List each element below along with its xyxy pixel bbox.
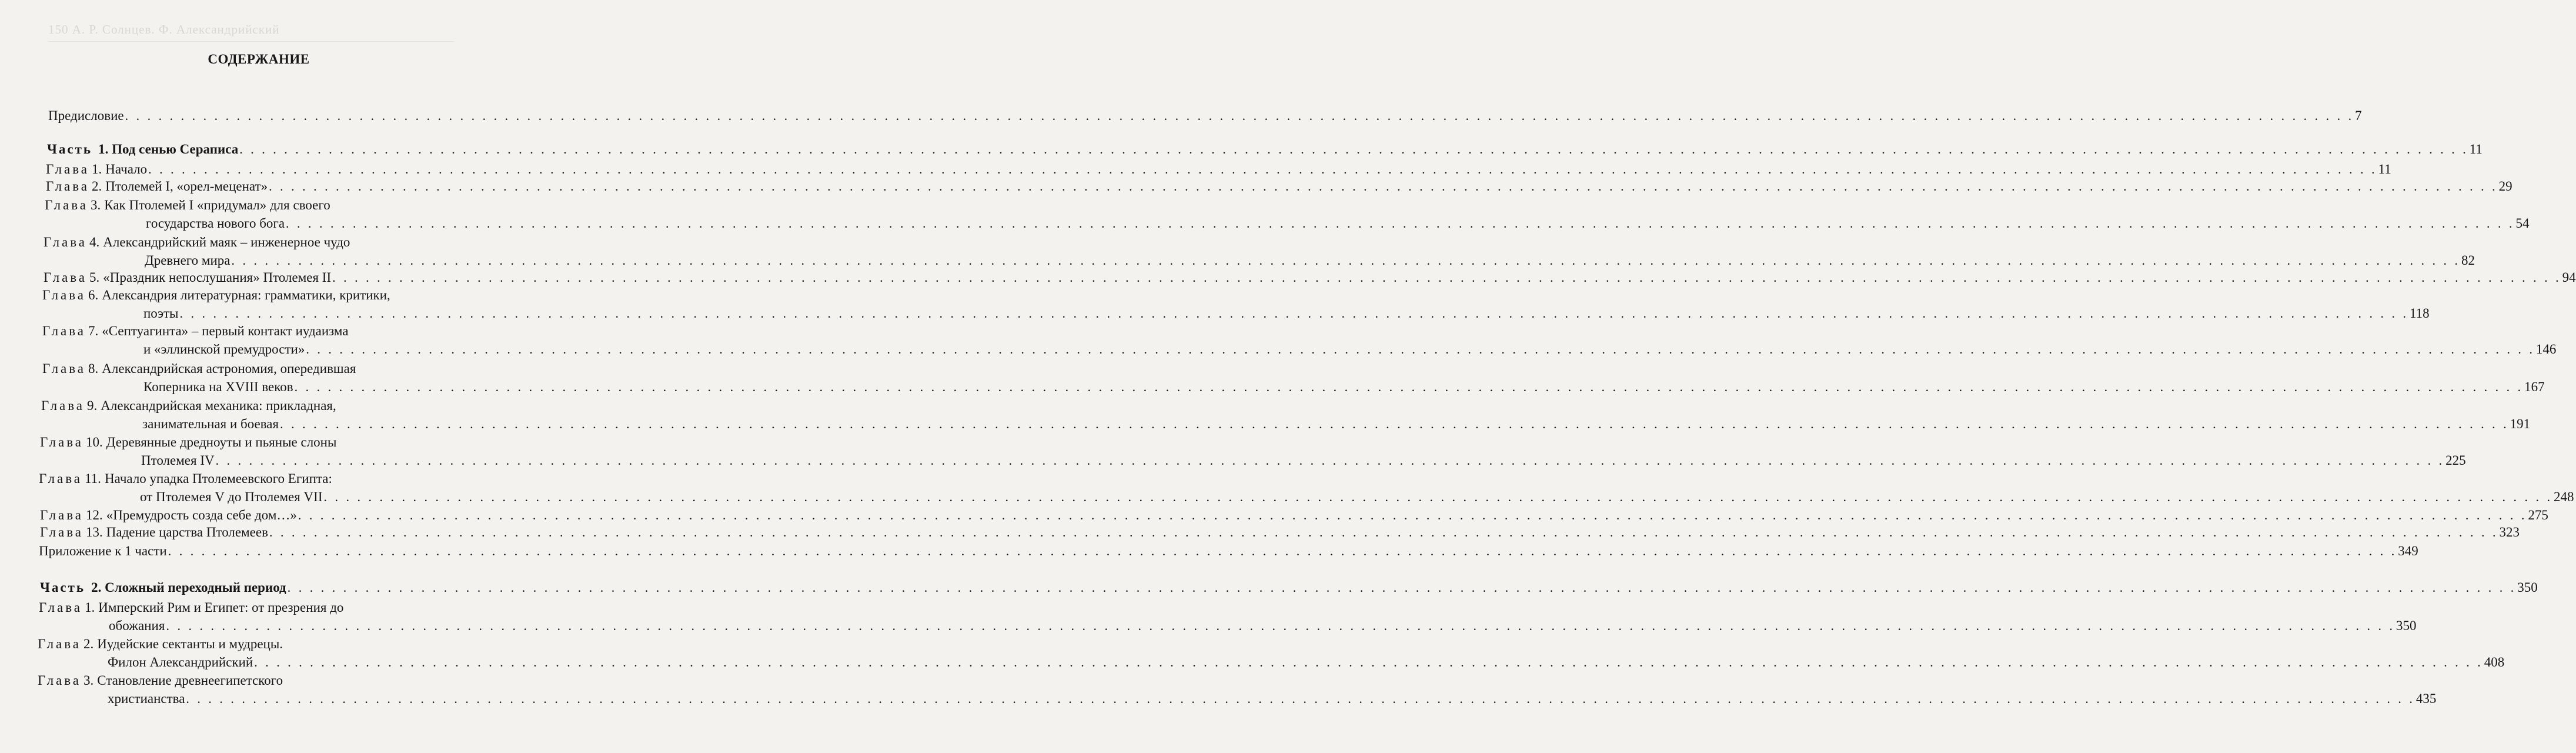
toc-part-1[interactable] xyxy=(47,141,2483,158)
chapter-number: 1. xyxy=(92,162,102,176)
page-number: 146 xyxy=(2535,342,2557,356)
page-number: 11 xyxy=(2469,142,2483,156)
page-number: 191 xyxy=(2510,417,2531,431)
chapter-title-continued: поэты xyxy=(143,306,179,321)
toc-chapter-part1-10-line1[interactable] xyxy=(40,434,336,451)
page-number: 225 xyxy=(2445,453,2466,468)
chapter-title: Иудейские сектанты и мудрецы. xyxy=(97,637,283,651)
chapter-word: Глава xyxy=(41,398,85,413)
chapter-title-continued: обожания xyxy=(109,618,165,633)
chapter-number: 3. xyxy=(91,198,101,212)
dot-leader: . . . . . . . . . . . . . . . . . . . . . . . . . . . . . . . . . . . . . . . . . . . . . . . . . . . . . . . . . . . . . . . . . . . . . . . . . . . . . . . . . . . . . . . . . . . . . . . . . . . . . . . . . . . . . . . . . . . . . . . . . . . . . . . . . . . . . . . . . . . . . . . . . . . . . . . . . . . . . . . . . . . . . . . . . . . . . . . . . . . . . . . . . . . . . . . . . . . . . . . . xyxy=(298,508,2527,522)
chapter-number: 13. xyxy=(86,525,103,539)
chapter-word: Глава xyxy=(40,525,84,539)
chapter-title: «Премудрость созда себе дом…» xyxy=(106,508,297,522)
chapter-number: 11. xyxy=(85,471,101,486)
chapter-title: Имперский Рим и Египет: от презрения до xyxy=(98,600,344,615)
chapter-number: 2. xyxy=(83,637,94,651)
part-word: Часть xyxy=(40,580,86,595)
page-number: 248 xyxy=(2554,489,2574,504)
page-number: 118 xyxy=(2409,306,2430,321)
chapter-word: Глава xyxy=(40,435,84,449)
chapter-word: Глава xyxy=(38,637,82,651)
toc-chapter-part2-2[interactable] xyxy=(108,654,2505,671)
chapter-title: Деревянные дредноуты и пьяные слоны xyxy=(106,435,337,449)
chapter-title: «Септуагинта» – первый контакт иудаизма xyxy=(102,324,349,338)
chapter-title: «Праздник непослушания» Птолемея II xyxy=(103,270,332,285)
toc-chapter-part1-7[interactable] xyxy=(143,341,2557,358)
chapter-title-continued: Птолемея IV xyxy=(141,453,215,468)
chapter-word: Глава xyxy=(39,471,83,486)
chapter-word: Глава xyxy=(44,270,88,285)
toc-chapter-part1-2[interactable] xyxy=(46,178,2512,195)
chapter-number: 10. xyxy=(86,435,103,449)
toc-chapter-part1-8-line1[interactable] xyxy=(42,361,356,377)
toc-chapter-part1-11[interactable] xyxy=(140,489,2574,505)
chapter-title: Как Птолемей I «придумал» для своего xyxy=(104,198,330,212)
chapter-title: Начало xyxy=(105,162,148,176)
chapter-number: 12. xyxy=(86,508,103,522)
chapter-word: Глава xyxy=(40,508,84,522)
chapter-word: Глава xyxy=(42,288,86,302)
toc-chapter-part1-7-line1[interactable] xyxy=(42,323,349,339)
dot-leader: . . . . . . . . . . . . . . . . . . . . . . . . . . . . . . . . . . . . . . . . . . . . . . . . . . . . . . . . . . . . . . . . . . . . . . . . . . . . . . . . . . . . . . . . . . . . . . . . . . . . . . . . . . . . . . . . . . . . . . . . . . . . . . . . . . . . . . . . . . . . . . . . . . . . . . . . . . . . . . . . . . . . . . . . . . . . . . . . . . . . . . . . . . . . . . . . . . . . . . . . xyxy=(179,306,2408,321)
dot-leader: . . . . . . . . . . . . . . . . . . . . . . . . . . . . . . . . . . . . . . . . . . . . . . . . . . . . . . . . . . . . . . . . . . . . . . . . . . . . . . . . . . . . . . . . . . . . . . . . . . . . . . . . . . . . . . . . . . . . . . . . . . . . . . . . . . . . . . . . . . . . . . . . . . . . . . . . . . . . . . . . . . . . . . . . . . . . . . . . . . . . . . . . . . . . . . . . . . . . . . . . xyxy=(215,453,2445,468)
page-number: 350 xyxy=(2517,580,2538,595)
chapter-title: Александрия литературная: грамматики, критики, xyxy=(102,288,390,302)
toc-chapter-part1-10[interactable] xyxy=(141,452,2466,469)
chapter-number: 2. xyxy=(92,179,102,194)
chapter-word: Глава xyxy=(38,673,82,688)
toc-chapter-part1-9[interactable] xyxy=(142,416,2531,432)
entry-label: Предисловие xyxy=(48,108,124,123)
dot-leader: . . . . . . . . . . . . . . . . . . . . . . . . . . . . . . . . . . . . . . . . . . . . . . . . . . . . . . . . . . . . . . . . . . . . . . . . . . . . . . . . . . . . . . . . . . . . . . . . . . . . . . . . . . . . . . . . . . . . . . . . . . . . . . . . . . . . . . . . . . . . . . . . . . . . . . . . . . . . . . . . . . . . . . . . . . . . . . . . . . . . . . . . . . . . . . . . . . . . . . . . xyxy=(186,691,2415,706)
toc-chapter-part1-6[interactable] xyxy=(143,305,2430,322)
chapter-title: Начало упадка Птолемеевского Египта: xyxy=(104,471,332,486)
page-number: 29 xyxy=(2498,179,2512,194)
chapter-title-continued: и «эллинской премудрости» xyxy=(143,342,305,356)
toc-chapter-part1-3[interactable] xyxy=(146,215,2530,232)
page-number: 54 xyxy=(2515,216,2530,231)
toc-chapter-part1-9-line1[interactable] xyxy=(41,398,336,414)
chapter-title-continued: Древнего мира xyxy=(145,253,230,268)
part-word: Часть xyxy=(47,142,93,156)
dot-leader: . . . . . . . . . . . . . . . . . . . . . . . . . . . . . . . . . . . . . . . . . . . . . . . . . . . . . . . . . . . . . . . . . . . . . . . . . . . . . . . . . . . . . . . . . . . . . . . . . . . . . . . . . . . . . . . . . . . . . . . . . . . . . . . . . . . . . . . . . . . . . . . . . . . . . . . . . . . . . . . . . . . . . . . . . . . . . . . . . . . . . . . . . . . . . . . . . . . . . . . . xyxy=(323,489,2552,504)
toc-chapter-part2-1-line1[interactable] xyxy=(39,599,343,616)
dot-leader: . . . . . . . . . . . . . . . . . . . . . . . . . . . . . . . . . . . . . . . . . . . . . . . . . . . . . . . . . . . . . . . . . . . . . . . . . . . . . . . . . . . . . . . . . . . . . . . . . . . . . . . . . . . . . . . . . . . . . . . . . . . . . . . . . . . . . . . . . . . . . . . . . . . . . . . . . . . . . . . . . . . . . . . . . . . . . . . . . . . . . . . . . . . . . . . . . . . . . . . . xyxy=(239,142,2468,156)
chapter-word: Глава xyxy=(39,600,83,615)
chapter-title: Становление древнеегипетского xyxy=(97,673,283,688)
dot-leader: . . . . . . . . . . . . . . . . . . . . . . . . . . . . . . . . . . . . . . . . . . . . . . . . . . . . . . . . . . . . . . . . . . . . . . . . . . . . . . . . . . . . . . . . . . . . . . . . . . . . . . . . . . . . . . . . . . . . . . . . . . . . . . . . . . . . . . . . . . . . . . . . . . . . . . . . . . . . . . . . . . . . . . . . . . . . . . . . . . . . . . . . . . . . . . . . . . . . . . . . xyxy=(269,179,2498,194)
chapter-title-continued: от Птолемея V до Птолемея VII xyxy=(140,489,323,504)
part-title: 2. Сложный переходный период xyxy=(91,580,286,595)
page-number: 94 xyxy=(2562,270,2576,285)
toc-chapter-part1-13[interactable] xyxy=(40,524,2520,541)
page-number: 82 xyxy=(2461,253,2475,268)
chapter-title: Александрийская астрономия, опередившая xyxy=(102,361,356,376)
page-number: 275 xyxy=(2528,508,2548,522)
toc-chapter-part2-3[interactable] xyxy=(108,691,2437,707)
toc-chapter-part2-3-line1[interactable] xyxy=(38,672,283,689)
toc-entry-preface[interactable] xyxy=(48,108,2362,124)
dot-leader: . . . . . . . . . . . . . . . . . . . . . . . . . . . . . . . . . . . . . . . . . . . . . . . . . . . . . . . . . . . . . . . . . . . . . . . . . . . . . . . . . . . . . . . . . . . . . . . . . . . . . . . . . . . . . . . . . . . . . . . . . . . . . . . . . . . . . . . . . . . . . . . . . . . . . . . . . . . . . . . . . . . . . . . . . . . . . . . . . . . . . . . . . . . . . . . . . . . . . . . . xyxy=(280,417,2509,431)
toc-chapter-part1-4[interactable] xyxy=(145,252,2475,269)
chapter-title-continued: Коперника на XVIII веков xyxy=(143,379,293,394)
chapter-number: 5. xyxy=(89,270,100,285)
dot-leader: . . . . . . . . . . . . . . . . . . . . . . . . . . . . . . . . . . . . . . . . . . . . . . . . . . . . . . . . . . . . . . . . . . . . . . . . . . . . . . . . . . . . . . . . . . . . . . . . . . . . . . . . . . . . . . . . . . . . . . . . . . . . . . . . . . . . . . . . . . . . . . . . . . . . . . . . . . . . . . . . . . . . . . . . . . . . . . . . . . . . . . . . . . . . . . . . . . . . . . . . xyxy=(269,525,2498,539)
toc-chapter-part1-6-line1[interactable] xyxy=(42,287,390,304)
chapter-word: Глава xyxy=(42,361,86,376)
page-number: 323 xyxy=(2499,525,2520,539)
dot-leader: . . . . . . . . . . . . . . . . . . . . . . . . . . . . . . . . . . . . . . . . . . . . . . . . . . . . . . . . . . . . . . . . . . . . . . . . . . . . . . . . . . . . . . . . . . . . . . . . . . . . . . . . . . . . . . . . . . . . . . . . . . . . . . . . . . . . . . . . . . . . . . . . . . . . . . . . . . . . . . . . . . . . . . . . . . . . . . . . . . . . . . . . . . . . . . . . . . . . . . . . xyxy=(168,544,2397,558)
toc-chapter-part1-11-line1[interactable] xyxy=(39,471,332,487)
chapter-title-continued: занимательная и боевая xyxy=(142,417,279,431)
chapter-number: 8. xyxy=(88,361,99,376)
chapter-word: Глава xyxy=(46,179,90,194)
chapter-title-continued: христианства xyxy=(108,691,185,706)
toc-chapter-part2-1[interactable] xyxy=(109,618,2417,634)
toc-chapter-part1-1[interactable] xyxy=(46,161,2391,178)
page-number: 167 xyxy=(2524,379,2545,394)
page-number: 408 xyxy=(2484,655,2505,669)
chapter-title: Александрийская механика: прикладная, xyxy=(101,398,336,413)
dot-leader: . . . . . . . . . . . . . . . . . . . . . . . . . . . . . . . . . . . . . . . . . . . . . . . . . . . . . . . . . . . . . . . . . . . . . . . . . . . . . . . . . . . . . . . . . . . . . . . . . . . . . . . . . . . . . . . . . . . . . . . . . . . . . . . . . . . . . . . . . . . . . . . . . . . . . . . . . . . . . . . . . . . . . . . . . . . . . . . . . . . . . . . . . . . . . . . . . . . . . . . . xyxy=(306,342,2535,356)
toc-chapter-part1-8[interactable] xyxy=(143,379,2545,395)
toc-part-2[interactable] xyxy=(40,579,2538,596)
toc-chapter-part1-5[interactable] xyxy=(44,269,2576,286)
dot-leader: . . . . . . . . . . . . . . . . . . . . . . . . . . . . . . . . . . . . . . . . . . . . . . . . . . . . . . . . . . . . . . . . . . . . . . . . . . . . . . . . . . . . . . . . . . . . . . . . . . . . . . . . . . . . . . . . . . . . . . . . . . . . . . . . . . . . . . . . . . . . . . . . . . . . . . . . . . . . . . . . . . . . . . . . . . . . . . . . . . . . . . . . . . . . . . . . . . . . . . . . xyxy=(294,379,2524,394)
chapter-number: 3. xyxy=(83,673,94,688)
chapter-title: Падение царства Птолемеев xyxy=(106,525,268,539)
page-number: 435 xyxy=(2415,691,2437,706)
chapter-title-continued: государства нового бога xyxy=(146,216,285,231)
chapter-word: Глава xyxy=(42,324,86,338)
page-number: 350 xyxy=(2395,618,2417,633)
dot-leader: . . . . . . . . . . . . . . . . . . . . . . . . . . . . . . . . . . . . . . . . . . . . . . . . . . . . . . . . . . . . . . . . . . . . . . . . . . . . . . . . . . . . . . . . . . . . . . . . . . . . . . . . . . . . . . . . . . . . . . . . . . . . . . . . . . . . . . . . . . . . . . . . . . . . . . . . . . . . . . . . . . . . . . . . . . . . . . . . . . . . . . . . . . . . . . . . . . . . . . . . xyxy=(125,108,2354,123)
chapter-number: 7. xyxy=(88,324,99,338)
dot-leader: . . . . . . . . . . . . . . . . . . . . . . . . . . . . . . . . . . . . . . . . . . . . . . . . . . . . . . . . . . . . . . . . . . . . . . . . . . . . . . . . . . . . . . . . . . . . . . . . . . . . . . . . . . . . . . . . . . . . . . . . . . . . . . . . . . . . . . . . . . . . . . . . . . . . . . . . . . . . . . . . . . . . . . . . . . . . . . . . . . . . . . . . . . . . . . . . . . . . . . . . xyxy=(166,618,2395,633)
part-title: 1. Под сенью Сераписа xyxy=(98,142,239,156)
chapter-title: Птолемей I, «орел-меценат» xyxy=(105,179,268,194)
page-title: СОДЕРЖАНИЕ xyxy=(208,52,310,66)
toc-chapter-part2-2-line1[interactable] xyxy=(38,636,283,652)
chapter-number: 9. xyxy=(87,398,98,413)
toc-entry-appendix[interactable] xyxy=(39,543,2418,559)
chapter-word: Глава xyxy=(46,162,90,176)
dot-leader: . . . . . . . . . . . . . . . . . . . . . . . . . . . . . . . . . . . . . . . . . . . . . . . . . . . . . . . . . . . . . . . . . . . . . . . . . . . . . . . . . . . . . . . . . . . . . . . . . . . . . . . . . . . . . . . . . . . . . . . . . . . . . . . . . . . . . . . . . . . . . . . . . . . . . . . . . . . . . . . . . . . . . . . . . . . . . . . . . . . . . . . . . . . . . . . . . . . . . . . . xyxy=(332,270,2561,285)
chapter-number: 1. xyxy=(85,600,95,615)
dot-leader: . . . . . . . . . . . . . . . . . . . . . . . . . . . . . . . . . . . . . . . . . . . . . . . . . . . . . . . . . . . . . . . . . . . . . . . . . . . . . . . . . . . . . . . . . . . . . . . . . . . . . . . . . . . . . . . . . . . . . . . . . . . . . . . . . . . . . . . . . . . . . . . . . . . . . . . . . . . . . . . . . . . . . . . . . . . . . . . . . . . . . . . . . . . . . . . . . . . . . . . . xyxy=(286,216,2515,231)
toc-chapter-part1-12[interactable] xyxy=(40,507,2548,524)
page-number: 349 xyxy=(2398,544,2418,558)
chapter-number: 4. xyxy=(89,235,100,249)
chapter-title-continued: Филон Александрийский xyxy=(108,655,253,669)
page-number: 7 xyxy=(2355,108,2362,123)
toc-chapter-part1-3-line1[interactable] xyxy=(45,197,330,214)
page-number: 11 xyxy=(2378,162,2391,176)
entry-label: Приложение к 1 части xyxy=(39,544,167,558)
dot-leader: . . . . . . . . . . . . . . . . . . . . . . . . . . . . . . . . . . . . . . . . . . . . . . . . . . . . . . . . . . . . . . . . . . . . . . . . . . . . . . . . . . . . . . . . . . . . . . . . . . . . . . . . . . . . . . . . . . . . . . . . . . . . . . . . . . . . . . . . . . . . . . . . . . . . . . . . . . . . . . . . . . . . . . . . . . . . . . . . . . . . . . . . . . . . . . . . . . . . . . . . xyxy=(287,580,2517,595)
bleed-through-header: 150 А. Р. Солнцев. Ф. Александрийский xyxy=(48,22,280,36)
toc-chapter-part1-4-line1[interactable] xyxy=(44,234,350,251)
chapter-number: 6. xyxy=(88,288,99,302)
dot-leader: . . . . . . . . . . . . . . . . . . . . . . . . . . . . . . . . . . . . . . . . . . . . . . . . . . . . . . . . . . . . . . . . . . . . . . . . . . . . . . . . . . . . . . . . . . . . . . . . . . . . . . . . . . . . . . . . . . . . . . . . . . . . . . . . . . . . . . . . . . . . . . . . . . . . . . . . . . . . . . . . . . . . . . . . . . . . . . . . . . . . . . . . . . . . . . . . . . . . . . . . xyxy=(231,253,2460,268)
chapter-word: Глава xyxy=(45,198,89,212)
dot-leader: . . . . . . . . . . . . . . . . . . . . . . . . . . . . . . . . . . . . . . . . . . . . . . . . . . . . . . . . . . . . . . . . . . . . . . . . . . . . . . . . . . . . . . . . . . . . . . . . . . . . . . . . . . . . . . . . . . . . . . . . . . . . . . . . . . . . . . . . . . . . . . . . . . . . . . . . . . . . . . . . . . . . . . . . . . . . . . . . . . . . . . . . . . . . . . . . . . . . . . . . xyxy=(254,655,2483,669)
dot-leader: . . . . . . . . . . . . . . . . . . . . . . . . . . . . . . . . . . . . . . . . . . . . . . . . . . . . . . . . . . . . . . . . . . . . . . . . . . . . . . . . . . . . . . . . . . . . . . . . . . . . . . . . . . . . . . . . . . . . . . . . . . . . . . . . . . . . . . . . . . . . . . . . . . . . . . . . . . . . . . . . . . . . . . . . . . . . . . . . . . . . . . . . . . . . . . . . . . . . . . . . xyxy=(148,162,2377,176)
chapter-word: Глава xyxy=(44,235,88,249)
chapter-title: Александрийский маяк – инженерное чудо xyxy=(103,235,350,249)
